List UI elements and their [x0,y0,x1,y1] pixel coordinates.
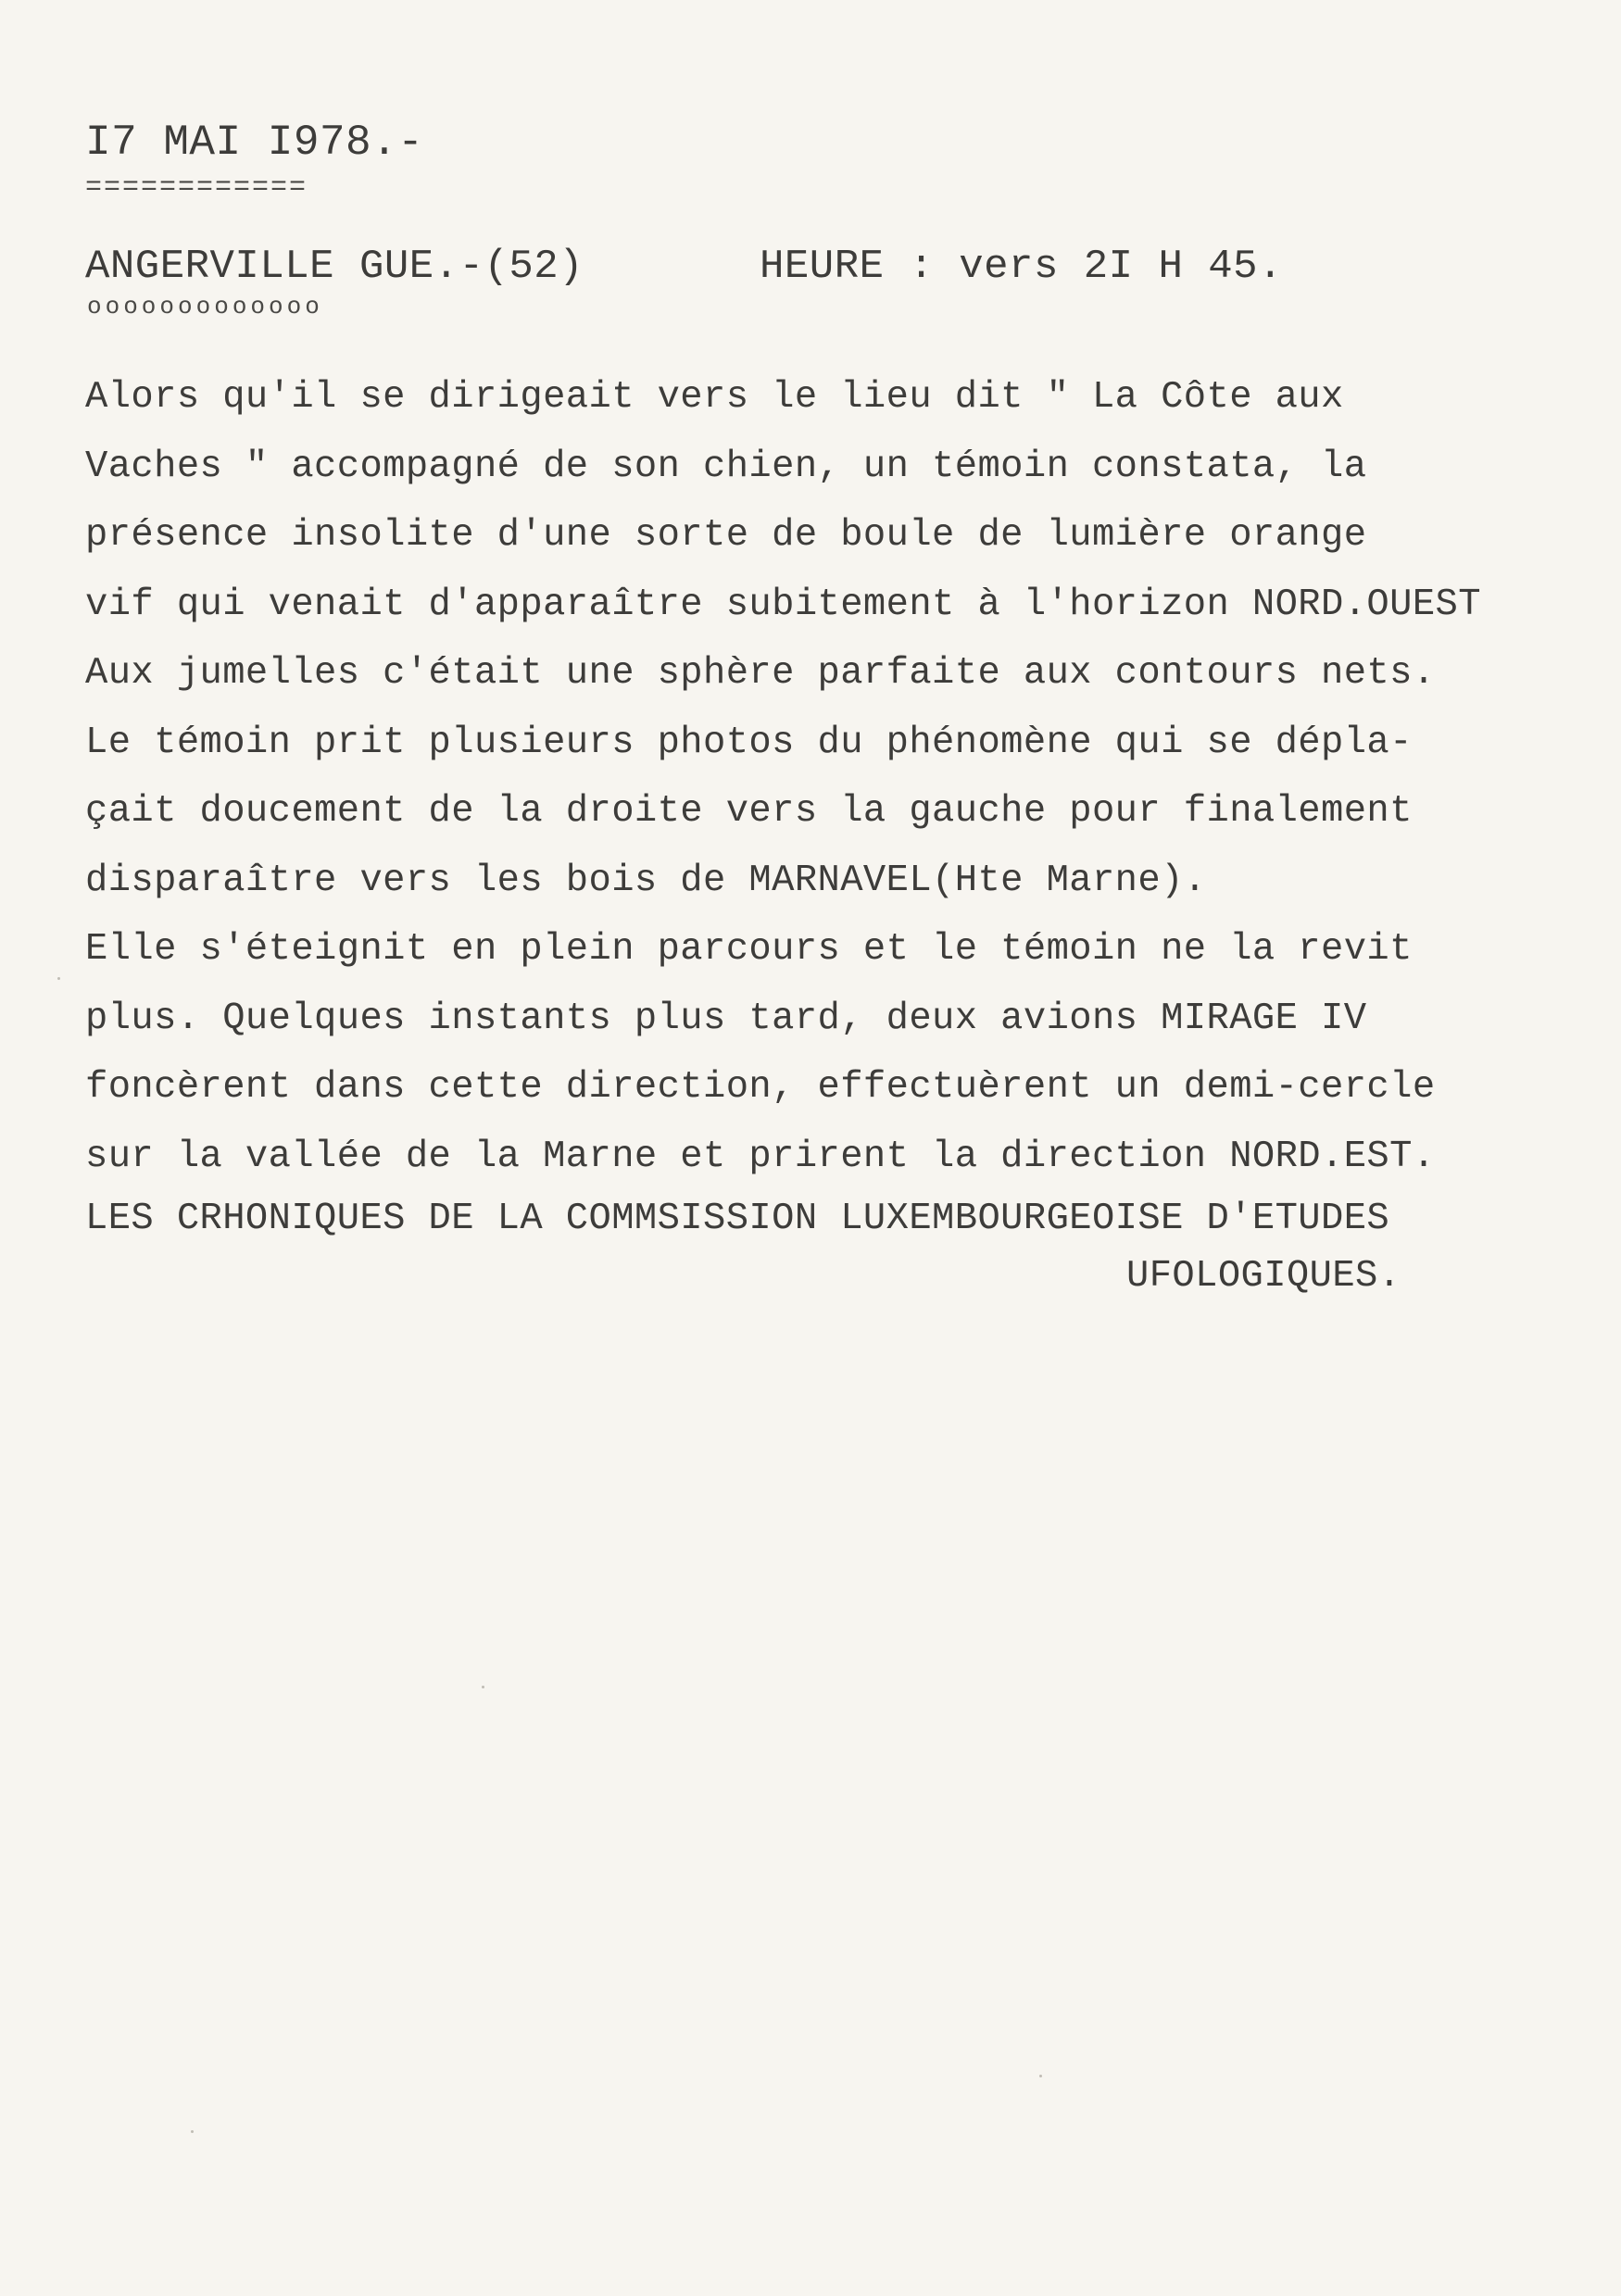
paper-speck [1039,2075,1042,2077]
body-line: présence insolite d'une sorte de boule de lumière orange [85,514,1367,557]
body-line: çait doucement de la droite vers la gauche pour finalement [85,790,1413,833]
location-underline: ooooooooooooo [87,293,323,320]
body-line: Aux jumelles c'était une sphère parfaite aux contours nets. [85,652,1436,695]
body-line: sur la vallée de la Marne et prirent la direction NORD.EST. [85,1135,1436,1178]
body-line: disparaître vers les bois de MARNAVEL(Hte Marne). [85,859,1207,902]
body-line: Alors qu'il se dirigeait vers le lieu dit " La Côte aux [85,376,1344,419]
body-line: foncèrent dans cette direction, effectuèrent un demi-cercle [85,1066,1436,1109]
source-attribution-line-1: LES CRHONIQUES DE LA COMMSISSION LUXEMBOURGEOISE D'ETUDES [85,1198,1390,1240]
body-line: Vaches " accompagné de son chien, un témoin constata, la [85,445,1367,488]
paper-speck [191,2130,194,2133]
report-body [85,363,1481,1191]
report-time: HEURE : vers 2I H 45. [760,244,1283,290]
source-attribution-line-2: UFOLOGIQUES. [1126,1255,1401,1298]
body-line: vif qui venait d'apparaître subitement à l'horizon NORD.OUEST [85,583,1481,626]
body-line: plus. Quelques instants plus tard, deux avions MIRAGE IV [85,997,1367,1040]
paper-speck [482,1686,484,1688]
report-date: I7 MAI I978.- [85,119,424,167]
date-underline: ============ [85,172,308,204]
paper-speck [57,977,60,980]
body-line: Elle s'éteignit en plein parcours et le témoin ne la revit [85,928,1413,971]
report-location: ANGERVILLE GUE.-(52) [85,244,584,290]
body-line: Le témoin prit plusieurs photos du phénomène qui se dépla- [85,721,1413,764]
